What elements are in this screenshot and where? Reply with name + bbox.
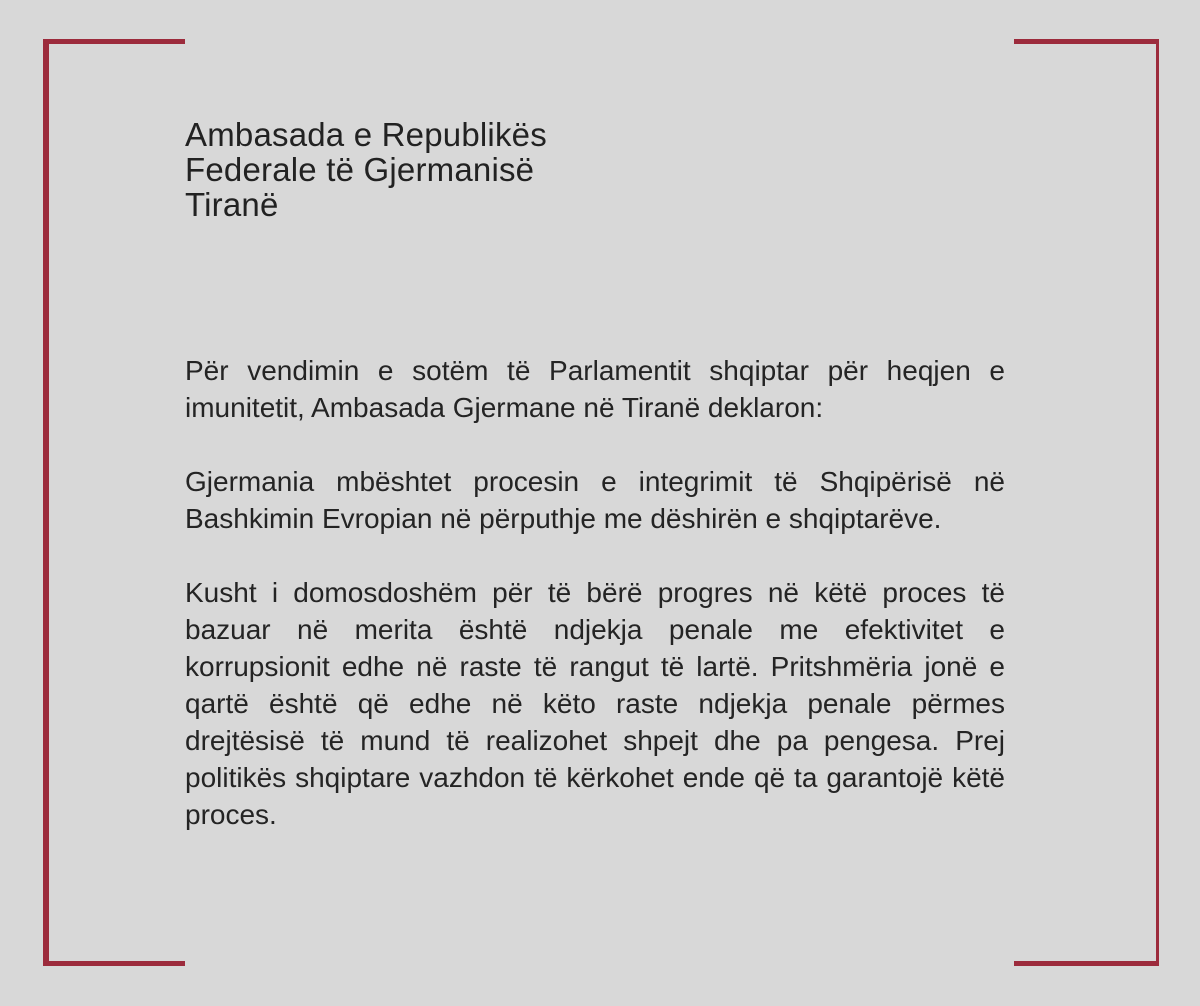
embassy-name: [185, 117, 547, 222]
statement-paragraph-intro: Për vendimin e sotëm të Parlamentit shqiptar për heqjen e imunitetit, Ambasada Gjermane në Tiranë deklaron:: [185, 355, 1005, 423]
statement-text: [185, 352, 1005, 833]
embassy-name-line-3: Tiranë: [185, 186, 279, 223]
corner-bracket-left: [43, 39, 185, 966]
statement-paragraph-condition: Kusht i domosdoshëm për të bërë progres në këtë proces të bazuar në merita është ndjekja penale me efektivitet e korrupsionit edhe në raste të rangut të lartë. Pritshmëria jonë e qartë është që edhe në këto raste ndjekja penale përmes drejtësisë të mund të realizohet shpejt dhe pa pengesa. Prej politikës shqiptare vazhdon të kërkohet ende që ta garantojë këtë proces.: [185, 577, 1005, 830]
statement-paragraph-support: Gjermania mbështet procesin e integrimit të Shqipërisë në Bashkimin Evropian në përputhje me dëshirën e shqiptarëve.: [185, 466, 1005, 534]
corner-bracket-right: [1014, 39, 1159, 966]
embassy-name-line-2: Federale të Gjermanisë: [185, 151, 535, 188]
embassy-name-line-1: Ambasada e Republikës: [185, 116, 547, 153]
